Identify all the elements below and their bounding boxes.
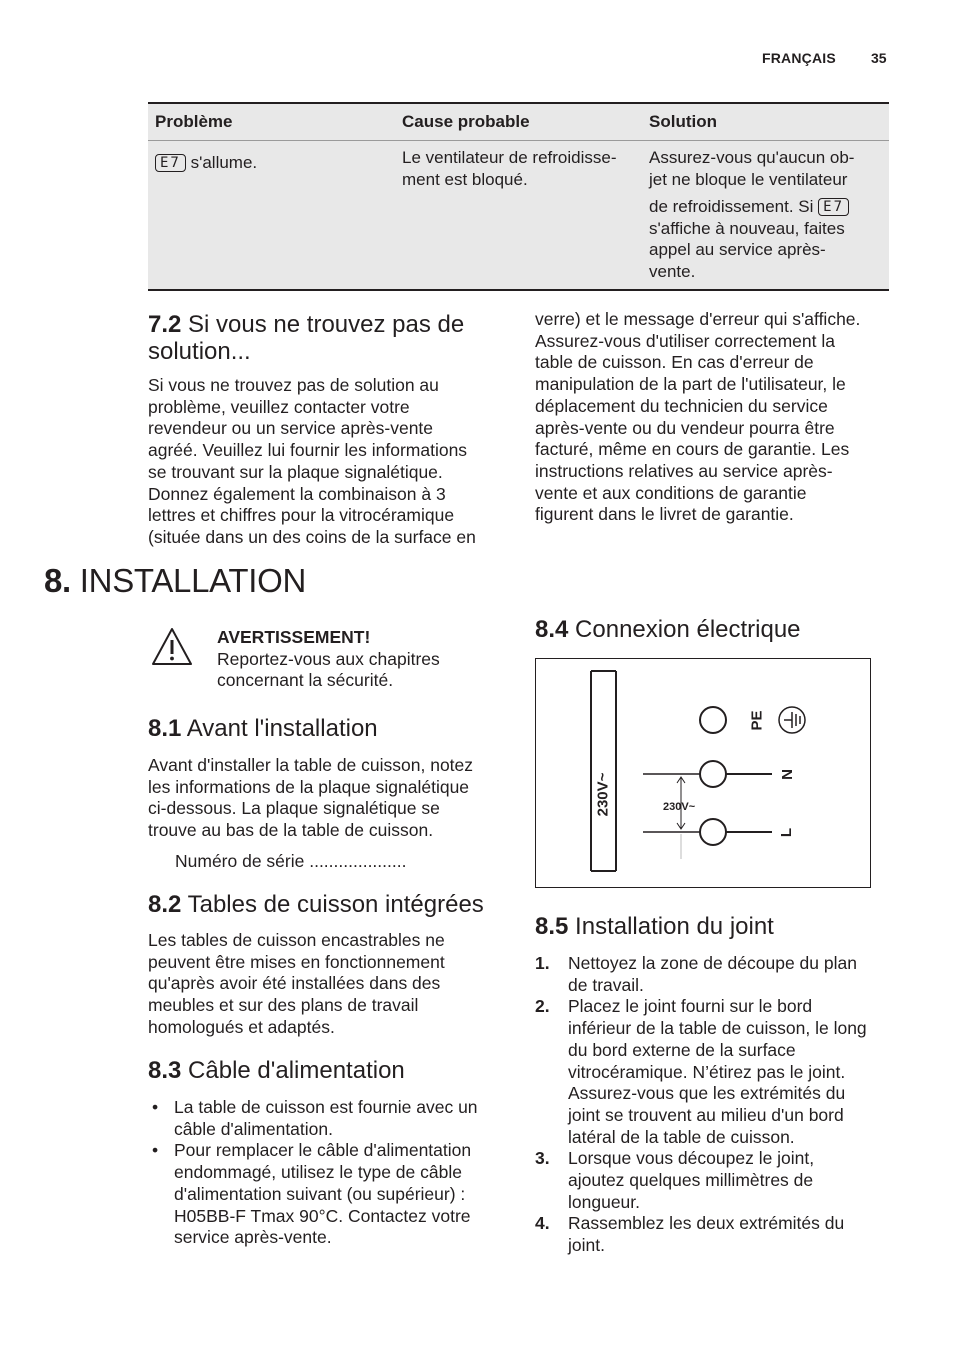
text-line: manipulation de la part de l'utilisateur, le <box>535 374 846 395</box>
text-line: Assurez-vous que les extrémités du <box>568 1083 846 1104</box>
text-line: table de cuisson. En cas d'erreur de <box>535 352 814 373</box>
text-line: instructions relatives au service après- <box>535 460 833 481</box>
section-7-2-col1 <box>148 375 508 549</box>
problem-text: s'allume. <box>190 153 258 172</box>
text-line: homologués et adaptés. <box>148 1016 335 1037</box>
text-line: vitrocéramique. N’étirez pas le joint. <box>568 1061 846 1082</box>
text-line: les informations de la plaque signalétique <box>148 776 470 797</box>
text-line: Nettoyez la zone de découpe du plan <box>568 953 857 973</box>
text-line: latéral de la table de cuisson. <box>568 1126 795 1147</box>
solution-line: appel au service après- <box>649 240 826 259</box>
ground-symbol-icon <box>779 707 805 733</box>
text-line: Lorsque vous découpez le joint, <box>568 1148 815 1169</box>
section-8-1-body <box>148 755 508 842</box>
warning-line: Reportez-vous aux chapitres <box>217 648 440 669</box>
terminal-l-label-wrap <box>776 821 798 843</box>
troubleshooting-table <box>148 102 889 291</box>
terminal-n-label: N <box>778 768 796 780</box>
list-item <box>535 953 895 996</box>
solution-prefix: de refroidissement. Si <box>649 197 814 216</box>
e7-code-icon: E7 <box>155 154 186 172</box>
section-8-1-title <box>148 715 378 742</box>
voltage-vertical-label-wrap <box>592 759 614 829</box>
text-line: se trouvant sur la plaque signalétique. <box>148 461 443 482</box>
text-line: (située dans un des coins de la surface en <box>148 526 476 547</box>
text-line: service après-vente. <box>174 1227 332 1248</box>
section-title-line: solution... <box>148 338 251 365</box>
text-line: Rassemblez les deux extrémités du <box>568 1213 845 1234</box>
section-8-3-title <box>148 1057 405 1084</box>
text-line: vente et aux conditions de garantie <box>535 482 807 503</box>
warning-block <box>217 627 517 692</box>
chapter-title <box>44 562 306 600</box>
text-line: verre) et le message d'erreur qui s'affiche. <box>535 309 861 329</box>
list-item <box>148 1140 508 1249</box>
section-number: 7.2 <box>148 311 182 338</box>
section-number: 8.4 <box>535 616 569 643</box>
section-8-4-title <box>535 616 801 643</box>
text-line: endommagé, utilisez le type de câble <box>174 1162 462 1183</box>
table-header-row <box>148 104 889 141</box>
warning-triangle-icon <box>150 626 194 668</box>
e7-code-icon: E7 <box>818 198 849 216</box>
text-line: câble d'alimentation. <box>174 1118 333 1139</box>
steps-list <box>535 953 895 1257</box>
text-line: lettres et chiffres pour la vitrocéramique <box>148 505 455 526</box>
solution-line: jet ne bloque le ventilateur <box>649 169 848 189</box>
solution-cell <box>649 147 887 282</box>
section-7-2-col2 <box>535 309 895 526</box>
header-language: FRANÇAIS <box>762 50 836 66</box>
section-title: Avant l'installation <box>186 715 378 742</box>
text-line: Donnez également la combinaison à 3 <box>148 483 446 504</box>
text-line: ajoutez quelques millimètres de <box>568 1170 814 1191</box>
cause-line: Le ventilateur de refroidisse- <box>402 148 617 167</box>
cause-cell <box>402 147 617 190</box>
terminal-pe <box>700 707 726 733</box>
terminal-n-label-wrap <box>776 763 798 785</box>
table-header-solution: Solution <box>649 112 717 131</box>
list-item <box>535 996 895 1148</box>
text-line: joint. <box>568 1235 605 1256</box>
section-title: Tables de cuisson intégrées <box>187 891 484 918</box>
section-8-2-title <box>148 891 484 918</box>
section-8-5-body <box>535 953 895 1257</box>
chapter-name: INSTALLATION <box>79 562 307 599</box>
text-line: d'alimentation suivant (ou supérieur) : <box>174 1183 466 1204</box>
step-number: 2. <box>535 996 550 1017</box>
step-number: 1. <box>535 953 550 973</box>
text-line: ci-dessous. La plaque signalétique se <box>148 798 440 819</box>
text-line: après-vente ou du vendeur pourra être <box>535 417 835 438</box>
list-item <box>148 1097 508 1140</box>
voltage-vertical-label: 230V~ <box>594 772 612 816</box>
table-header-problem: Problème <box>155 112 233 131</box>
text-line: de travail. <box>568 974 644 995</box>
list-item <box>535 1213 895 1256</box>
section-number: 8.1 <box>148 715 182 742</box>
table-header-cause: Cause probable <box>402 112 530 131</box>
chapter-number: 8. <box>44 562 71 599</box>
step-number: 4. <box>535 1213 550 1234</box>
warning-title: AVERTISSEMENT! <box>217 627 371 647</box>
section-8-2-body <box>148 930 508 1039</box>
cause-line: ment est bloqué. <box>402 169 528 189</box>
solution-line <box>649 196 887 218</box>
section-title: Connexion électrique <box>575 616 801 643</box>
solution-line: vente. <box>649 261 696 281</box>
text-line: • La table de cuisson est fournie avec un <box>174 1097 478 1117</box>
list-item <box>535 1148 895 1213</box>
text-line: facturé, même en cours de garantie. Les <box>535 439 850 460</box>
text-line: Placez le joint fourni sur le bord <box>568 996 813 1017</box>
text-line: peuvent être mises en fonctionnement <box>148 951 445 972</box>
text-line: meubles et sur des plans de travail <box>148 995 419 1016</box>
section-8-5-title <box>535 913 774 940</box>
text-line: agréé. Veuillez lui fournir les informations <box>148 440 468 461</box>
serial-number-label: Numéro de série .................... <box>175 851 407 871</box>
text-line: qu'après avoir été installées dans des <box>148 973 441 994</box>
section-number: 8.3 <box>148 1057 182 1084</box>
terminal-pe-label: PE <box>748 709 766 731</box>
text-line: H05BB-F Tmax 90°C. Contactez votre <box>174 1205 471 1226</box>
text-line: trouve au bas de la table de cuisson. <box>148 820 434 841</box>
text-line: Avant d'installer la table de cuisson, notez <box>148 755 474 775</box>
section-number: 8.2 <box>148 891 182 918</box>
text-line: joint se trouvent au milieu d'un bord <box>568 1104 844 1125</box>
terminal-n <box>700 761 726 787</box>
text-line: Si vous ne trouvez pas de solution au <box>148 375 439 395</box>
step-number: 3. <box>535 1148 550 1169</box>
section-title-line: Si vous ne trouvez pas de <box>188 311 465 338</box>
text-line: Les tables de cuisson encastrables ne <box>148 930 445 950</box>
terminal-pe-label-wrap <box>746 709 768 731</box>
solution-line: Assurez-vous qu'aucun ob- <box>649 148 855 167</box>
text-line: revendeur ou un service après-vente <box>148 418 434 439</box>
terminal-l <box>700 819 726 845</box>
text-line: • Pour remplacer le câble d'alimentation <box>174 1140 472 1161</box>
electrical-connection-diagram <box>535 658 871 888</box>
text-line: du bord externe de la surface <box>568 1039 796 1060</box>
section-number: 8.5 <box>535 913 569 940</box>
warning-line: concernant la sécurité. <box>217 670 394 691</box>
text-line: problème, veuillez contacter votre <box>148 396 410 417</box>
text-line: longueur. <box>568 1191 641 1212</box>
section-title: Installation du joint <box>575 913 774 940</box>
problem-cell <box>155 152 257 174</box>
bullet-list <box>148 1097 508 1249</box>
text-line: déplacement du technicien du service <box>535 395 828 416</box>
section-title: Câble d'alimentation <box>188 1057 405 1084</box>
solution-line: s'affiche à nouveau, faites <box>649 218 845 238</box>
voltage-small-label: 230V~ <box>663 801 696 813</box>
text-line: figurent dans le livret de garantie. <box>535 504 794 525</box>
terminal-l-label: L <box>778 827 796 837</box>
section-8-3-body <box>148 1097 508 1249</box>
section-7-2-title <box>148 311 464 365</box>
text-line: Assurez-vous d'utiliser correctement la <box>535 330 835 351</box>
page-number: 35 <box>871 50 887 66</box>
text-line: inférieur de la table de cuisson, le long <box>568 1018 867 1039</box>
